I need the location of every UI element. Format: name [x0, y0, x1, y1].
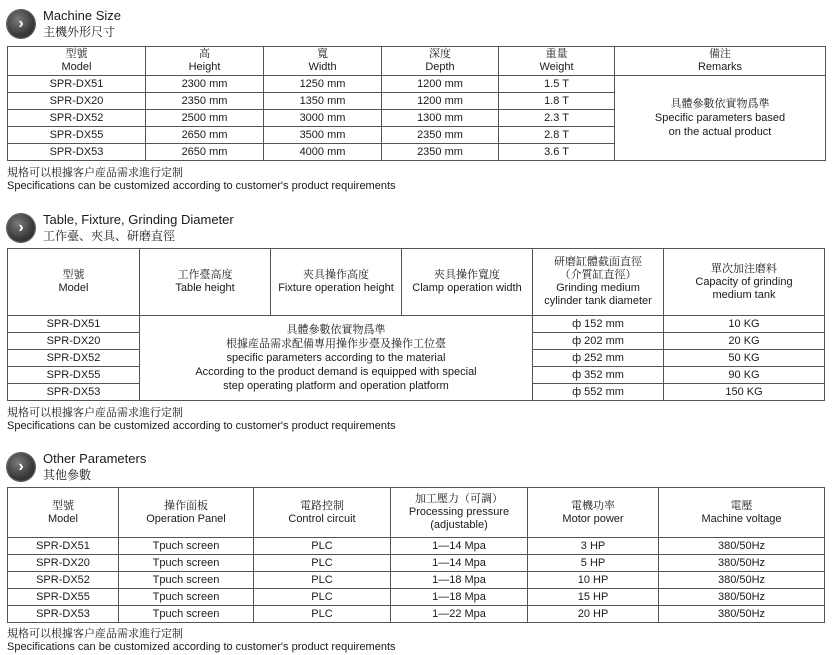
cell-pressure: 1—14 Mpa — [391, 555, 528, 572]
cell-circuit: PLC — [254, 606, 391, 623]
other-params-table — [7, 487, 825, 623]
spec-note — [7, 167, 396, 193]
cell-width: 1350 mm — [264, 93, 382, 110]
cell-circuit: PLC — [254, 555, 391, 572]
cell-model: SPR-DX55 — [8, 589, 119, 606]
cell-width: 3000 mm — [264, 110, 382, 127]
header-fixture-height: 夾具操作高度 Fixture operation height — [271, 249, 402, 316]
cell-panel: Tpuch screen — [119, 589, 254, 606]
cell-model: SPR-DX52 — [8, 350, 140, 367]
header-weight: 重量 Weight — [499, 47, 615, 76]
cell-depth: 1200 mm — [382, 76, 499, 93]
cell-height: 2650 mm — [146, 144, 264, 161]
table-row — [8, 606, 825, 623]
cell-diameter: ф 352 mm — [533, 367, 664, 384]
cell-model: SPR-DX20 — [8, 333, 140, 350]
cell-model: SPR-DX20 — [8, 555, 119, 572]
header-panel: 操作面板 Operation Panel — [119, 488, 254, 538]
cell-model: SPR-DX53 — [8, 144, 146, 161]
cell-width: 3500 mm — [264, 127, 382, 144]
cell-height: 2350 mm — [146, 93, 264, 110]
cell-panel: Tpuch screen — [119, 572, 254, 589]
cell-capacity: 50 KG — [664, 350, 825, 367]
note-zh: 規格可以根據客户産品需求進行定制 — [7, 628, 183, 640]
cell-voltage: 380/50Hz — [659, 555, 825, 572]
section-title-zh: 工作臺、夾具、研磨直徑 — [43, 229, 176, 243]
cell-motor: 15 HP — [528, 589, 659, 606]
cell-circuit: PLC — [254, 589, 391, 606]
note-en: Specifications can be customized according to customer's product requirements — [7, 641, 396, 653]
chevron-right-icon: › — [7, 10, 35, 38]
cell-weight: 1.8 T — [499, 93, 615, 110]
cell-height: 2500 mm — [146, 110, 264, 127]
remarks-cell: 具體參數依實物爲準 Specific parameters based on the actual product — [615, 76, 826, 161]
spec-note — [7, 628, 396, 654]
cell-model: SPR-DX52 — [8, 110, 146, 127]
table-row — [8, 555, 825, 572]
cell-capacity: 10 KG — [664, 316, 825, 333]
table-row — [8, 589, 825, 606]
cell-pressure: 1—18 Mpa — [391, 572, 528, 589]
note-zh: 規格可以根據客户産品需求進行定制 — [7, 407, 183, 419]
cell-voltage: 380/50Hz — [659, 572, 825, 589]
table-fixture-table — [7, 248, 825, 401]
cell-diameter: ф 202 mm — [533, 333, 664, 350]
header-model: 型號 Model — [8, 488, 119, 538]
cell-capacity: 150 KG — [664, 384, 825, 401]
cell-model: SPR-DX20 — [8, 93, 146, 110]
cell-model: SPR-DX53 — [8, 606, 119, 623]
cell-depth: 2350 mm — [382, 144, 499, 161]
cell-capacity: 90 KG — [664, 367, 825, 384]
cell-panel: Tpuch screen — [119, 538, 254, 555]
header-model: 型號 Model — [8, 249, 140, 316]
note-en: Specifications can be customized according to customer's product requirements — [7, 180, 396, 192]
table-header-row — [8, 249, 825, 316]
header-circuit: 電路控制 Control circuit — [254, 488, 391, 538]
cell-pressure: 1—14 Mpa — [391, 538, 528, 555]
cell-pressure: 1—22 Mpa — [391, 606, 528, 623]
cell-circuit: PLC — [254, 538, 391, 555]
section-title-zh: 主機外形尺寸 — [43, 25, 116, 39]
cell-circuit: PLC — [254, 572, 391, 589]
header-capacity: 單次加注磨料 Capacity of grinding medium tank — [664, 249, 825, 316]
cell-depth: 1300 mm — [382, 110, 499, 127]
section-title-en: Table, Fixture, Grinding Diameter — [43, 212, 234, 227]
table-row — [8, 538, 825, 555]
cell-motor: 3 HP — [528, 538, 659, 555]
cell-motor: 5 HP — [528, 555, 659, 572]
header-table-height: 工作臺高度 Table height — [140, 249, 271, 316]
section-title-en: Machine Size — [43, 8, 122, 23]
cell-model: SPR-DX55 — [8, 127, 146, 144]
cell-height: 2300 mm — [146, 76, 264, 93]
table-row — [8, 76, 826, 93]
header-model: 型號 Model — [8, 47, 146, 76]
cell-diameter: ф 152 mm — [533, 316, 664, 333]
header-clamp-width: 夾具操作寬度 Clamp operation width — [402, 249, 533, 316]
table-header-row — [8, 47, 826, 76]
cell-voltage: 380/50Hz — [659, 538, 825, 555]
cell-motor: 20 HP — [528, 606, 659, 623]
cell-weight: 1.5 T — [499, 76, 615, 93]
cell-model: SPR-DX53 — [8, 384, 140, 401]
cell-voltage: 380/50Hz — [659, 606, 825, 623]
cell-model: SPR-DX55 — [8, 367, 140, 384]
note-en: Specifications can be customized according to customer's product requirements — [7, 420, 396, 432]
table-row — [8, 316, 825, 333]
merged-spec-cell: 具體參數依實物爲準 根據産品需求配備專用操作步臺及操作工位臺 specific parameters according to the material According to the product demand is equipped with special step operating platform and operation platform — [140, 316, 533, 401]
cell-panel: Tpuch screen — [119, 555, 254, 572]
note-zh: 規格可以根據客户産品需求進行定制 — [7, 167, 183, 179]
cell-width: 4000 mm — [264, 144, 382, 161]
header-motor: 電機功率 Motor power — [528, 488, 659, 538]
cell-depth: 2350 mm — [382, 127, 499, 144]
cell-weight: 2.3 T — [499, 110, 615, 127]
header-remarks: 備注 Remarks — [615, 47, 826, 76]
section-title-en: Other Parameters — [43, 451, 147, 466]
header-voltage: 電壓 Machine voltage — [659, 488, 825, 538]
cell-panel: Tpuch screen — [119, 606, 254, 623]
cell-height: 2650 mm — [146, 127, 264, 144]
cell-diameter: ф 552 mm — [533, 384, 664, 401]
spec-note — [7, 407, 396, 433]
cell-motor: 10 HP — [528, 572, 659, 589]
cell-diameter: ф 252 mm — [533, 350, 664, 367]
header-pressure: 加工壓力（可調） Processing pressure (adjustable) — [391, 488, 528, 538]
header-depth: 深度 Depth — [382, 47, 499, 76]
chevron-right-icon: › — [7, 453, 35, 481]
cell-model: SPR-DX51 — [8, 76, 146, 93]
chevron-right-icon: › — [7, 214, 35, 242]
cell-weight: 3.6 T — [499, 144, 615, 161]
cell-weight: 2.8 T — [499, 127, 615, 144]
header-cylinder-diameter: 研磨缸體截面直徑 （介質缸直徑） Grinding medium cylinder tank diameter — [533, 249, 664, 316]
table-row — [8, 572, 825, 589]
cell-width: 1250 mm — [264, 76, 382, 93]
section-title-zh: 其他參數 — [43, 468, 92, 482]
table-header-row — [8, 488, 825, 538]
cell-capacity: 20 KG — [664, 333, 825, 350]
header-height: 高 Height — [146, 47, 264, 76]
cell-depth: 1200 mm — [382, 93, 499, 110]
cell-voltage: 380/50Hz — [659, 589, 825, 606]
cell-pressure: 1—18 Mpa — [391, 589, 528, 606]
cell-model: SPR-DX51 — [8, 316, 140, 333]
header-width: 寬 Width — [264, 47, 382, 76]
cell-model: SPR-DX52 — [8, 572, 119, 589]
machine-size-table — [7, 46, 826, 161]
cell-model: SPR-DX51 — [8, 538, 119, 555]
